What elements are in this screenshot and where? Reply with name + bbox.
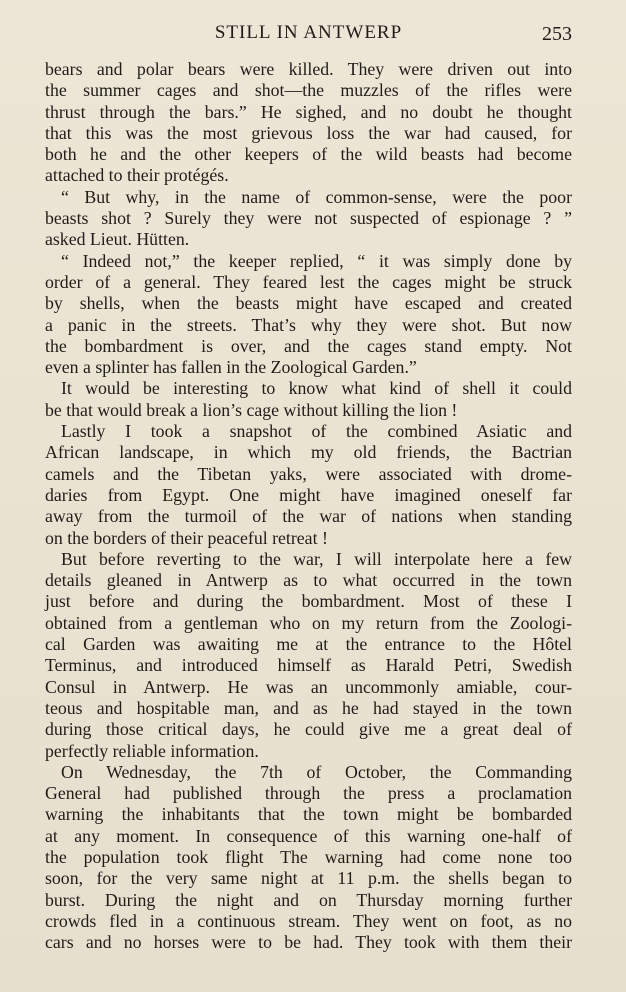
running-head: STILL IN ANTWERP bbox=[214, 22, 403, 43]
text-line: “ Indeed not,” the keeper replied, “ it was simply done by bbox=[61, 250, 572, 271]
text-line: be that would break a lion’s cage without killing the lion ! bbox=[45, 399, 458, 420]
text-line: the population took flight The warning had come none too bbox=[45, 846, 572, 867]
text-line: even a splinter has fallen in the Zoological Garden.” bbox=[45, 357, 417, 378]
text-line: But before reverting to the war, I will interpolate here a few bbox=[61, 548, 572, 569]
text-line: General had published through the press a proclamation bbox=[45, 783, 572, 804]
text-line: just before and during the bombardment. Most of these I bbox=[45, 591, 572, 612]
text-line: both he and the other keepers of the wild beasts had become bbox=[45, 144, 572, 165]
text-line: obtained from a gentleman who on my return from the Zoologi- bbox=[45, 612, 572, 633]
text-line: order of a general. They feared lest the cages might be struck bbox=[45, 271, 572, 292]
text-line: teous and hospitable man, and as he had stayed in the town bbox=[45, 697, 572, 718]
text-line: camels and the Tibetan yaks, were associated with drome- bbox=[45, 463, 572, 484]
text-line: asked Lieut. Hütten. bbox=[45, 229, 190, 250]
text-line: Lastly I took a snapshot of the combined Asiatic and bbox=[61, 421, 572, 442]
text-line: the summer cages and shot—the muzzles of the rifles were bbox=[45, 80, 572, 101]
text-line: “ But why, in the name of common-sense, were the poor bbox=[61, 186, 572, 207]
text-line: crowds fled in a continuous stream. They went on foot, as no bbox=[45, 910, 572, 931]
text-line: on the borders of their peaceful retreat ! bbox=[45, 527, 328, 548]
text-line: Consul in Antwerp. He was an uncommonly amiable, cour- bbox=[45, 676, 572, 697]
text-line: warning the inhabitants that the town might be bombarded bbox=[45, 804, 572, 825]
text-line: that this was the most grievous loss the war had caused, for bbox=[45, 122, 572, 143]
text-line: during those critical days, he could give me a great deal of bbox=[45, 719, 572, 740]
text-line: thrust through the bars.” He sighed, and no doubt he thought bbox=[45, 101, 572, 122]
text-line: bears and polar bears were killed. They were driven out into bbox=[45, 59, 572, 79]
text-line: daries from Egypt. One might have imagined oneself far bbox=[45, 484, 572, 505]
text-line: burst. During the night and on Thursday morning further bbox=[45, 889, 572, 910]
page-header bbox=[45, 20, 572, 50]
text-line: On Wednesday, the 7th of October, the Commanding bbox=[61, 761, 572, 782]
text-line: Terminus, and introduced himself as Harald Petri, Swedish bbox=[45, 655, 572, 676]
text-line: soon, for the very same night at 11 p.m. the shells began to bbox=[45, 868, 572, 889]
text-line: at any moment. In consequence of this warning one-half of bbox=[45, 825, 572, 846]
page-number: 253 bbox=[542, 23, 572, 45]
body-text bbox=[45, 59, 572, 953]
text-line: the bombardment is over, and the cages stand empty. Not bbox=[45, 335, 572, 356]
text-line: away from the turmoil of the war of nations when standing bbox=[45, 506, 572, 527]
text-line: perfectly reliable information. bbox=[45, 740, 259, 761]
text-line: by shells, when the beasts might have escaped and created bbox=[45, 293, 572, 314]
text-line: It would be interesting to know what kind of shell it could bbox=[61, 378, 572, 399]
text-line: cars and no horses were to be had. They took with them their bbox=[45, 932, 572, 953]
text-line: African landscape, in which my old friends, the Bactrian bbox=[45, 442, 572, 463]
text-line: attached to their protégés. bbox=[45, 165, 229, 186]
text-line: a panic in the streets. That’s why they were shot. But now bbox=[45, 314, 572, 335]
text-line: cal Garden was awaiting me at the entrance to the Hôtel bbox=[45, 634, 572, 655]
text-line: beasts shot ? Surely they were not suspected of espionage ? ” bbox=[45, 208, 572, 229]
text-line: details gleaned in Antwerp as to what occurred in the town bbox=[45, 570, 572, 591]
